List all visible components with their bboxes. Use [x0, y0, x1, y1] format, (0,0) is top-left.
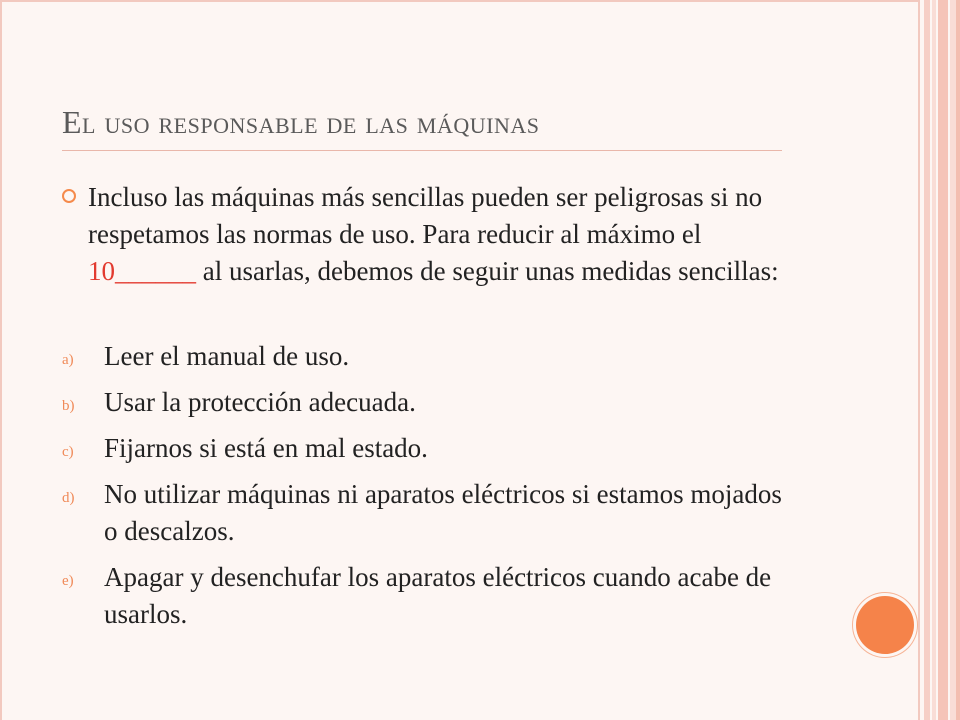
frame-left-border — [0, 0, 4, 720]
ring-bullet-icon — [62, 189, 76, 203]
list-item — [62, 559, 782, 633]
intro-text — [88, 179, 782, 290]
slide-title: El uso responsable de las máquinas — [62, 104, 540, 140]
measures-list — [62, 338, 782, 642]
decorative-circle-icon — [856, 596, 914, 654]
decorative-stripe — [956, 0, 960, 720]
decorative-stripe — [924, 0, 930, 720]
list-item-text: Usar la protección adecuada. — [104, 387, 416, 417]
decorative-stripe — [938, 0, 948, 720]
list-item-text: Leer el manual de uso. — [104, 341, 350, 371]
list-item — [62, 338, 782, 375]
list-marker: d) — [62, 490, 75, 506]
list-marker: a) — [62, 352, 74, 368]
list-marker: b) — [62, 398, 75, 414]
intro-before: Incluso las máquinas más sencillas pueden ser peligrosas si no respetamos las normas de uso. Para reducir al máximo el — [88, 182, 763, 249]
fill-blank: 10______ — [88, 256, 196, 286]
list-item — [62, 384, 782, 421]
list-item — [62, 430, 782, 467]
list-marker: e) — [62, 573, 74, 589]
list-item-text: Fijarnos si está en mal estado. — [104, 433, 428, 463]
title-divider — [62, 150, 782, 151]
intro-after: al usarlas, debemos de seguir unas medidas sencillas: — [196, 256, 779, 286]
intro-paragraph — [62, 179, 782, 290]
list-item-text: No utilizar máquinas ni aparatos eléctricos si estamos mojados o descalzos. — [104, 479, 782, 546]
list-item — [62, 476, 782, 550]
decorative-stripe — [932, 0, 936, 720]
list-marker: c) — [62, 444, 74, 460]
list-item-text: Apagar y desenchufar los aparatos eléctricos cuando acabe de usarlos. — [104, 562, 772, 629]
frame-top-border — [0, 0, 920, 4]
